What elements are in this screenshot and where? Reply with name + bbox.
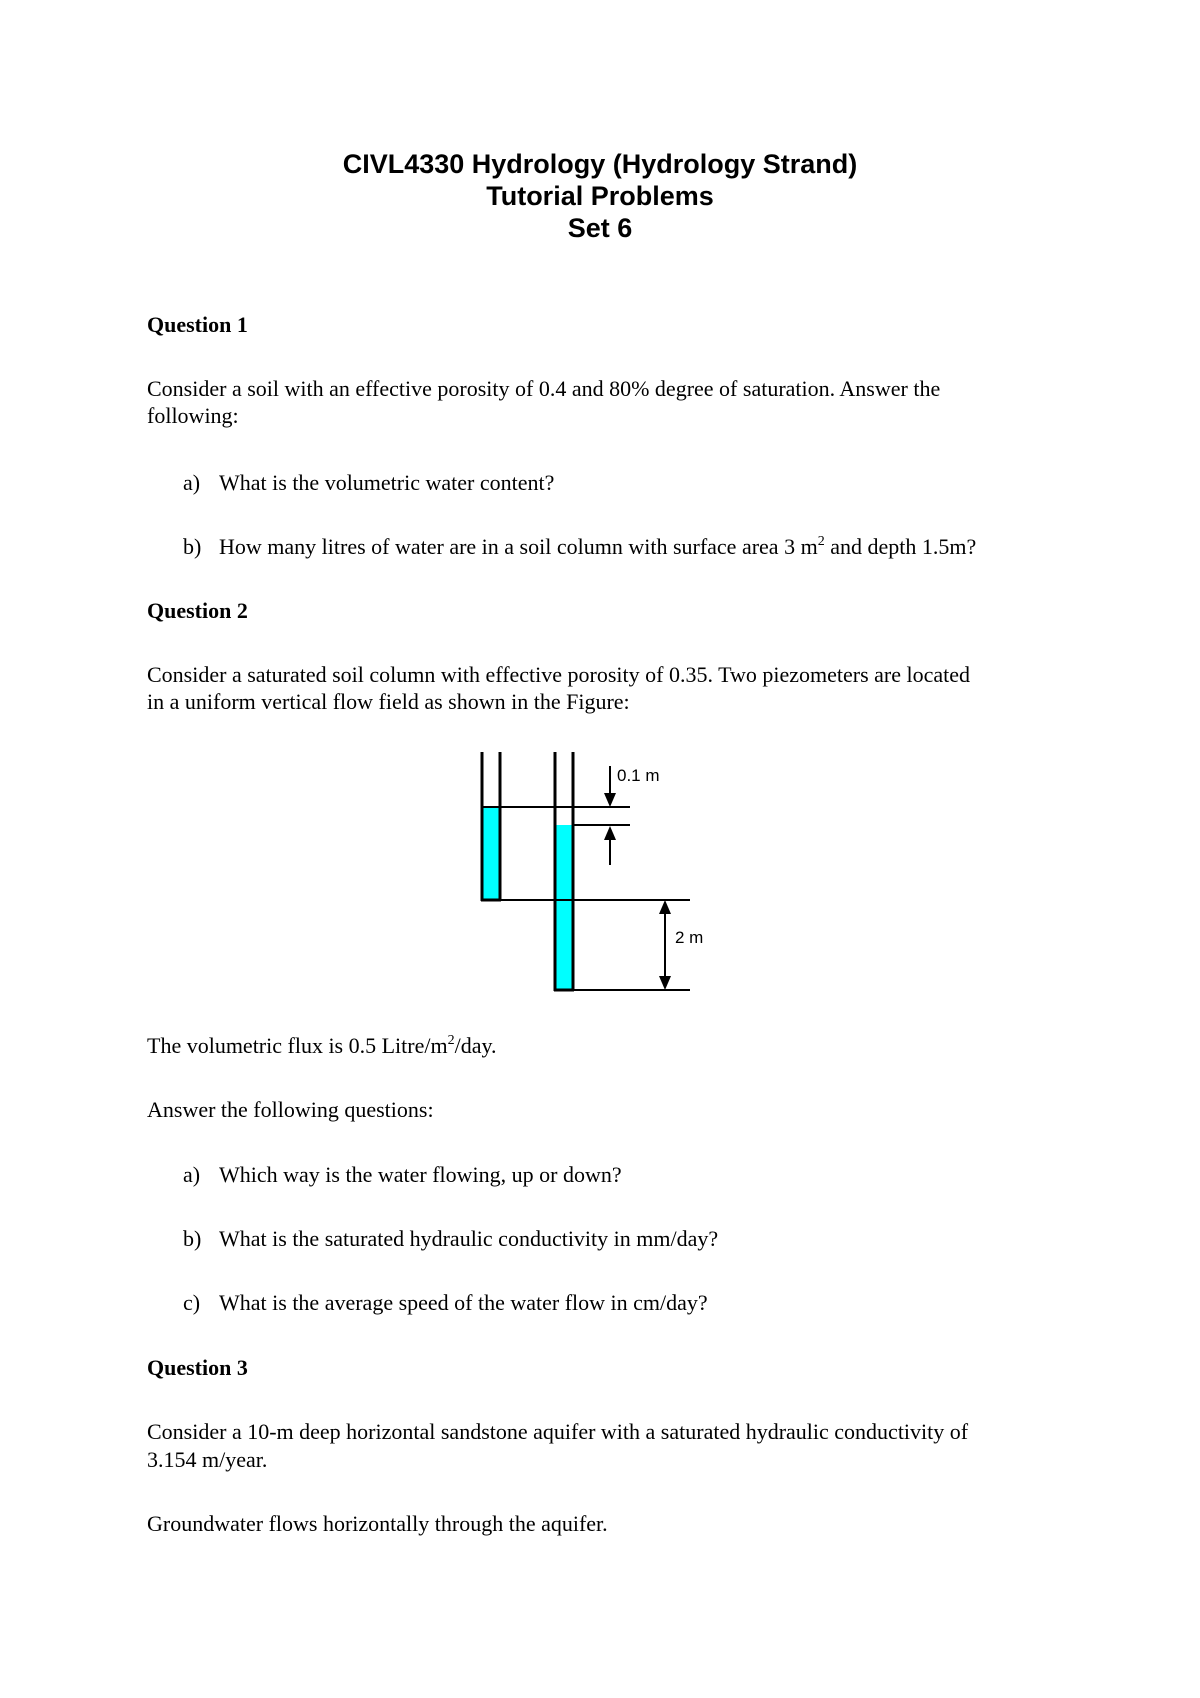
part-label: a) [183,470,201,495]
question-1-intro-line2: following: [147,403,239,428]
part-label: b) [183,534,202,559]
question-3-line3: Groundwater flows horizontally through the aquifer. [147,1511,608,1536]
label-2-m: 2 m [675,928,704,947]
question-3-intro-line1: Consider a 10-m deep horizontal sandstone aquifer with a saturated hydraulic conductivity of [147,1419,969,1444]
question-2-intro-line2: in a uniform vertical flow field as shown in the Figure: [147,689,630,714]
question-2-flux-text [147,1032,497,1059]
question-2-part-a [183,1161,622,1188]
question-2-intro-line1: Consider a saturated soil column with effective porosity of 0.35. Two piezometers are located [147,662,971,687]
question-1-heading: Question 1 [147,312,248,337]
part-label: c) [183,1290,201,1315]
part-text-end: and depth 1.5m? [824,534,977,559]
part-text: What is the average speed of the water flow in cm/day? [219,1290,708,1315]
question-1-intro-line1: Consider a soil with an effective porosity of 0.4 and 80% degree of saturation. Answer the [147,376,941,401]
arrow-down-head [604,793,616,807]
arrow-2m-head-up [659,900,671,914]
question-2-answer-intro: Answer the following questions: [147,1097,434,1122]
title-course: CIVL4330 Hydrology (Hydrology Strand) [342,149,858,179]
part-text: How many litres of water are in a soil column with surface area 3 m [219,534,818,559]
flux-text: The volumetric flux is 0.5 Litre/m [147,1033,448,1058]
right-piezometer-water [555,825,573,990]
label-0-1-m: 0.1 m [617,766,660,785]
superscript: 2 [447,1033,455,1048]
part-text: What is the saturated hydraulic conductivity in mm/day? [219,1226,719,1251]
part-text: What is the volumetric water content? [219,470,555,495]
part-text: Which way is the water flowing, up or down? [219,1162,622,1187]
flux-text-end: /day. [454,1033,497,1058]
part-label: b) [183,1226,202,1251]
arrow-up-head [604,826,616,840]
question-2-part-c [183,1289,708,1316]
arrow-2m-head-down [659,976,671,990]
question-3-intro-line2: 3.154 m/year. [147,1447,268,1472]
question-2-heading: Question 2 [147,598,248,623]
title-set: Set 6 [567,213,633,243]
question-2-part-b [183,1225,718,1252]
title-subtitle: Tutorial Problems [486,181,714,211]
left-piezometer-water [482,807,500,900]
part-label: a) [183,1162,201,1187]
question-3-heading: Question 3 [147,1355,248,1380]
superscript: 2 [817,534,825,549]
